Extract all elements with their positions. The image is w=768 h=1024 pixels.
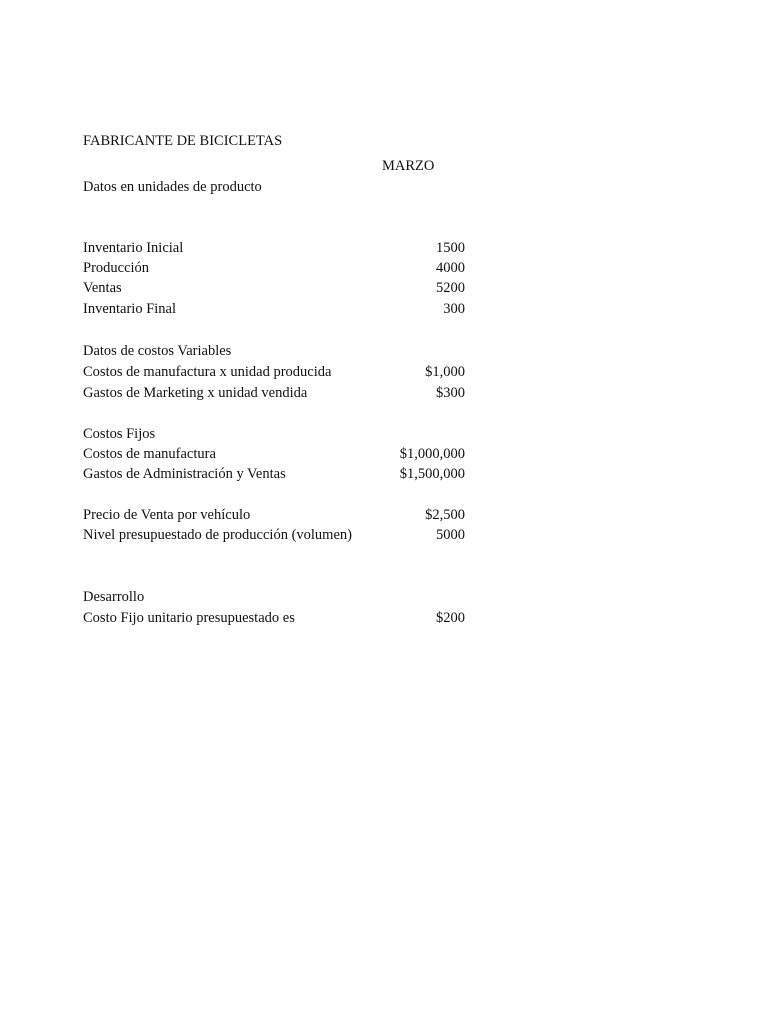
development-row	[83, 608, 465, 628]
inventory-row	[83, 238, 465, 258]
section-heading: Costos Fijos	[83, 426, 156, 442]
row-value: 4000	[436, 260, 465, 276]
fixed-cost-row	[83, 464, 465, 484]
pricing-row	[83, 505, 465, 525]
row-value: $200	[436, 610, 465, 626]
fixed-costs-heading-row	[83, 424, 465, 444]
variable-cost-row	[83, 383, 465, 403]
row-label: Gastos de Marketing x unidad vendida	[83, 385, 308, 401]
section-heading: Desarrollo	[83, 589, 145, 605]
row-label: Producción	[83, 260, 150, 276]
row-label: Nivel presupuestado de producción (volumen)	[83, 527, 352, 543]
variable-cost-row	[83, 362, 465, 382]
row-value: 300	[443, 301, 465, 317]
inventory-row	[83, 299, 465, 319]
row-label: Inventario Final	[83, 301, 177, 317]
row-value: $1,000,000	[399, 446, 465, 462]
row-value: $1,000	[425, 364, 465, 380]
document-title-row	[83, 131, 465, 151]
row-value: 1500	[436, 240, 465, 256]
section-heading: Datos de costos Variables	[83, 343, 232, 359]
fixed-cost-row	[83, 444, 465, 464]
inventory-row	[83, 258, 465, 278]
document-subtitle: Datos en unidades de producto	[83, 179, 262, 195]
inventory-row	[83, 278, 465, 298]
development-heading-row	[83, 587, 465, 607]
row-value: $1,500,000	[399, 466, 465, 482]
row-value: 5000	[436, 527, 465, 543]
row-label: Costo Fijo unitario presupuestado es	[83, 610, 295, 626]
row-label: Gastos de Administración y Ventas	[83, 466, 286, 482]
subtitle-row	[83, 177, 465, 197]
month-header: MARZO	[382, 158, 435, 174]
row-label: Costos de manufactura	[83, 446, 216, 462]
row-label: Costos de manufactura x unidad producida	[83, 364, 332, 380]
row-label: Ventas	[83, 280, 122, 296]
document-title: FABRICANTE DE BICICLETAS	[83, 133, 283, 149]
row-label: Precio de Venta por vehículo	[83, 507, 251, 523]
row-value: 5200	[436, 280, 465, 296]
row-label: Inventario Inicial	[83, 240, 184, 256]
row-value: $300	[436, 385, 465, 401]
pricing-row	[83, 525, 465, 545]
row-value: $2,500	[425, 507, 465, 523]
variable-costs-heading-row	[83, 341, 465, 361]
